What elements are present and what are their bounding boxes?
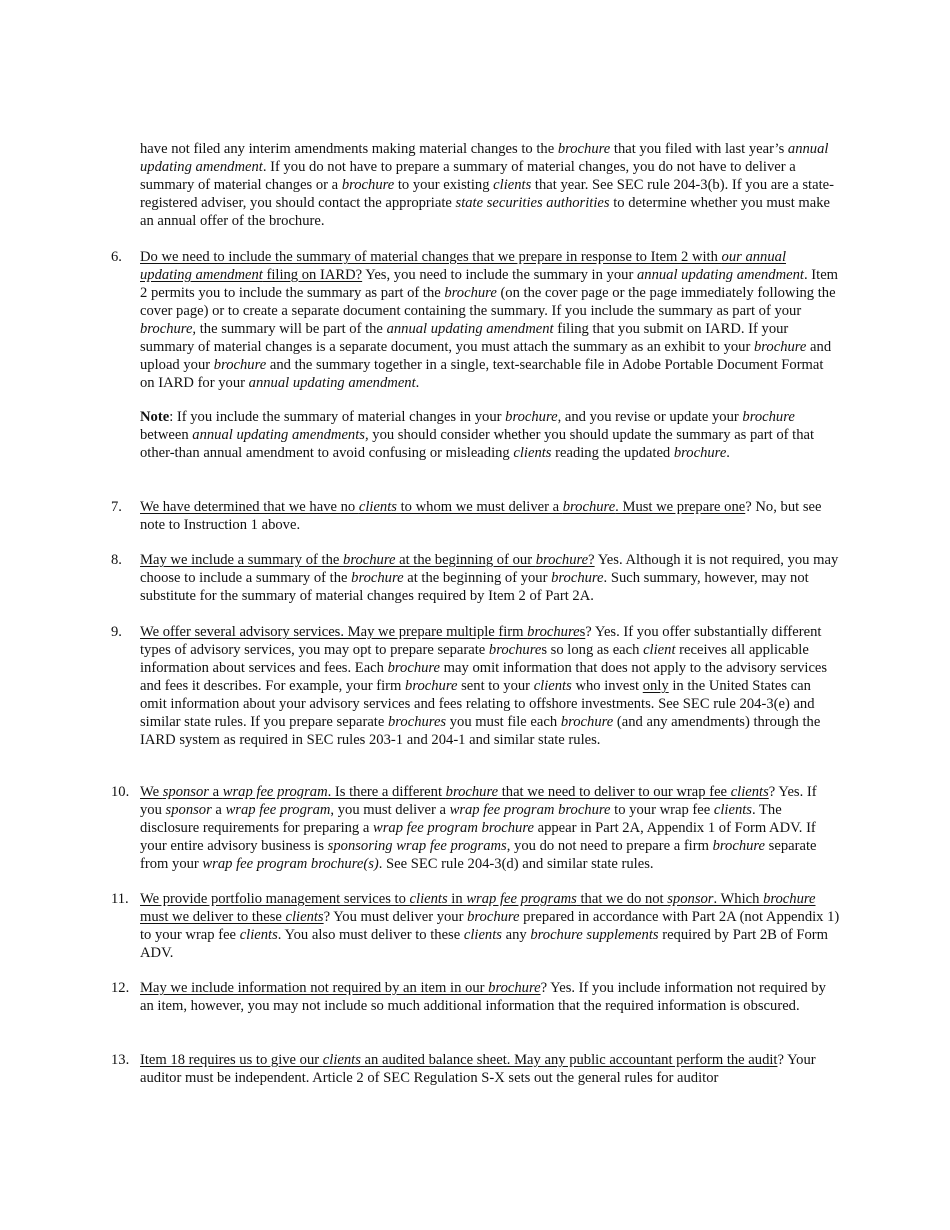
item-text (140, 979, 840, 1015)
item-text (140, 890, 840, 962)
item-text (140, 783, 840, 873)
text-run: ? Your auditor must be independent. Article 2 of SEC Regulation S-X sets out the general rules for auditor (140, 1052, 816, 1086)
italic-term: clients (493, 177, 532, 193)
text-run: to your existing (394, 177, 494, 193)
text-run: in (447, 891, 467, 907)
italic-term: clients (409, 891, 448, 907)
text-run: any (501, 927, 531, 943)
text-run: an audited balance sheet. May any public accountant perform the audit (360, 1052, 778, 1068)
intro-paragraph (140, 140, 840, 230)
question-text (140, 552, 595, 568)
italic-term: annual updating amendments (192, 427, 365, 443)
italic-term: brochures (388, 714, 447, 730)
text-run: . (726, 445, 730, 461)
item-number: 12. (111, 980, 130, 996)
italic-term: brochure (753, 339, 807, 355)
question-text (140, 499, 745, 515)
item-text (140, 551, 840, 605)
faq-item-13 (111, 1051, 840, 1087)
item-number: 6. (111, 249, 122, 265)
text-run: , and you revise or update your (557, 409, 743, 425)
text-run: at the beginning of your (403, 570, 552, 586)
italic-term: our annual updating amendment (140, 249, 787, 283)
text-run: and the summary together in a single, text-searchable file in Adobe Portable Document Format on IARD for your (140, 357, 824, 391)
item-text (140, 623, 840, 749)
italic-term: brochure supplements (530, 927, 659, 943)
italic-term: brochure, (140, 321, 197, 337)
item-text (140, 498, 840, 534)
italic-term: brochure (763, 891, 816, 907)
item-number: 13. (111, 1052, 130, 1068)
text-run: to whom we must deliver a (396, 499, 563, 515)
italic-term: wrap fee program (222, 784, 328, 800)
text-run: We (140, 784, 163, 800)
italic-term: client (643, 642, 676, 658)
italic-term: clients (713, 802, 752, 818)
text-run: ? Yes. If you include information not required by an item, however, you may not include so much additional information that the required information is obscured. (140, 980, 826, 1014)
text-run: and upload your (140, 339, 832, 373)
italic-term: brochure (527, 624, 580, 640)
note-paragraph (140, 408, 840, 462)
italic-term: clients (730, 784, 769, 800)
italic-term: brochure (405, 678, 458, 694)
italic-term: brochure (445, 784, 499, 800)
italic-term: clients (513, 445, 552, 461)
text-run: ? You must deliver your (323, 909, 468, 925)
text-run: . Such summary, however, may not substitute for the summary of material changes required by Item 2 of Part 2A. (140, 570, 809, 604)
italic-term: wrap fee program (225, 802, 331, 818)
question-text (140, 624, 585, 640)
italic-term: sponsor (165, 802, 212, 818)
item-number: 11. (111, 891, 129, 907)
text-run: . Must we prepare one (615, 499, 746, 515)
faq-item-11 (111, 890, 840, 962)
text-run: filing on IARD? (262, 267, 363, 283)
text-run: ? Yes. If you (140, 784, 817, 818)
italic-term: clients (463, 927, 502, 943)
italic-term: wrap fee programs (466, 891, 577, 907)
italic-term: wrap fee program brochure (373, 820, 534, 836)
text-run: the summary will be part of the (196, 321, 387, 337)
text-run: between (140, 427, 193, 443)
italic-term: brochure (535, 552, 589, 568)
faq-item-6 (111, 248, 840, 392)
text-run: to determine whether you must make an annual offer of the brochure. (140, 195, 831, 229)
text-run: only (642, 678, 669, 694)
italic-term: brochure (444, 285, 497, 301)
text-run: s (579, 624, 586, 640)
text-run: in the United States can omit information about your advisory services and fees relating to offshore investments. See SEC rule 204-3(e) and similar state rules. If you prepare separate (140, 678, 815, 730)
italic-term: brochure (562, 499, 616, 515)
text-run: appear in Part 2A, Appendix 1 of Form ADV. If your entire advisory business is (140, 820, 816, 854)
italic-term: brochure (551, 570, 604, 586)
text-run: receives all applicable information about services and fees. Each (140, 642, 809, 676)
italic-term: annual updating amendment (140, 141, 829, 175)
text-run: filing that you submit on IARD. If your summary of material changes is a separate document, you must attach the summary as an exhibit to your (140, 321, 789, 355)
italic-term: brochure (341, 177, 395, 193)
text-run: , you do not need to prepare a firm (506, 838, 713, 854)
faq-item-7 (111, 498, 840, 534)
text-run: separate from your (140, 838, 817, 872)
item-number: 10. (111, 784, 130, 800)
text-run: that we need to deliver to our wrap fee (498, 784, 731, 800)
item-text (140, 248, 840, 392)
text-run: s so long as each (541, 642, 644, 658)
item-number: 8. (111, 552, 122, 568)
text-run: . If you do not have to prepare a summary of material changes, you do not have to deliver a summary of material changes or a (140, 159, 796, 193)
italic-term: state securities authorities (455, 195, 610, 211)
italic-term: brochure (673, 445, 727, 461)
text-run: Do we need to include the summary of material changes that we prepare in response to Item 2 with (140, 249, 722, 265)
text-run: who invest (571, 678, 643, 694)
item-text (140, 1051, 840, 1087)
text-run: . Which (713, 891, 764, 907)
text-run: a (208, 784, 223, 800)
text-run: Yes. Although it is not required, you may choose to include a summary of the (140, 552, 839, 586)
text-run: , you must deliver a (330, 802, 450, 818)
text-run: ? (588, 552, 595, 568)
question-text (140, 1052, 777, 1068)
italic-term: wrap fee program brochure(s) (202, 856, 379, 872)
text-run: must we deliver to these (140, 909, 286, 925)
text-run: a (211, 802, 226, 818)
italic-term: annual updating amendment (386, 321, 554, 337)
italic-term: sponsoring wrap fee programs (327, 838, 507, 854)
item-number: 7. (111, 499, 122, 515)
italic-term: brochure (387, 660, 441, 676)
text-run: . See SEC rule 204-3(d) and similar state rules. (378, 856, 654, 872)
text-run: : If you include the summary of material changes in your (169, 409, 506, 425)
italic-term: brochure (488, 642, 542, 658)
text-run: . Is there a different (327, 784, 446, 800)
italic-term: brochure (560, 714, 614, 730)
italic-term: brochure (505, 409, 558, 425)
text-run: We have determined that we have no (140, 499, 359, 515)
answer-text (140, 624, 827, 748)
text-run: required by Part 2B of Form ADV. (140, 927, 828, 961)
italic-term: brochure (488, 980, 541, 996)
answer-text (140, 267, 838, 391)
bold-label: Note (140, 409, 170, 425)
italic-term: annual updating amendment (248, 375, 416, 391)
text-run: . (415, 375, 420, 391)
italic-term: brochure (343, 552, 396, 568)
text-run: ? Yes. If you offer substantially different types of advisory services, you may opt to prepare separate (140, 624, 822, 658)
italic-term: clients (239, 927, 278, 943)
italic-term: clients (533, 678, 572, 694)
text-run: . The disclosure requirements for preparing a (140, 802, 782, 836)
italic-term: annual updating amendment (636, 267, 804, 283)
text-run: sent to your (457, 678, 534, 694)
faq-item-9 (111, 623, 840, 749)
italic-term: brochure (712, 838, 766, 854)
faq-item-12 (111, 979, 840, 1015)
italic-term: brochure (467, 909, 520, 925)
text-run: reading the updated (551, 445, 674, 461)
text-run: to your wrap fee (610, 802, 714, 818)
text-run: that we do not (576, 891, 668, 907)
item-number: 9. (111, 624, 122, 640)
text-run: We provide portfolio management services to (140, 891, 410, 907)
faq-item-8 (111, 551, 840, 605)
italic-term: brochure (351, 570, 404, 586)
text-run: have not filed any interim amendments making material changes to the (140, 141, 558, 157)
text-run: . Item 2 permits you to include the summary as part of the (140, 267, 839, 301)
text-run: Yes, you need to include the summary in your (362, 267, 637, 283)
italic-term: clients (285, 909, 324, 925)
text-run: . You also must deliver to these (277, 927, 464, 943)
text-run: prepared in accordance with Part 2A (not Appendix 1) to your wrap fee (140, 909, 840, 943)
italic-term: sponsor (667, 891, 714, 907)
text-run: May we include a summary of the (140, 552, 344, 568)
italic-term: brochure (557, 141, 611, 157)
italic-term: brochure (213, 357, 267, 373)
text-run: may omit information that does not apply to the advisory services and fees it describes. For example, your firm (140, 660, 828, 694)
text-run: you must file each (446, 714, 561, 730)
text-run: , you should consider whether you should update the summary as part of that other-than annual amendment to avoid confusing or misleading (140, 427, 815, 461)
faq-item-10 (111, 783, 840, 873)
text-run: that year. See SEC rule 204-3(b). If you are a state-registered adviser, you should contact the appropriate (140, 177, 834, 211)
text-run: ? No, but see note to Instruction 1 above. (140, 499, 822, 533)
italic-term: clients (322, 1052, 361, 1068)
italic-term: sponsor (162, 784, 209, 800)
question-text (140, 784, 769, 800)
italic-term: brochure (742, 409, 795, 425)
text-run: at the beginning of our (395, 552, 536, 568)
text-run: that you filed with last year’s (610, 141, 788, 157)
italic-term: clients (358, 499, 397, 515)
question-text (140, 980, 541, 996)
text-run: (on the cover page or the page immediately following the cover page) or to create a separate document containing the summary. If you include the summary as part of your (140, 285, 836, 319)
text-run: We offer several advisory services. May we prepare multiple firm (140, 624, 528, 640)
text-run: Item 18 requires us to give our (140, 1052, 323, 1068)
text-run: (and any amendments) through the IARD system as required in SEC rules 203-1 and 204-1 and similar state rules. (140, 714, 821, 748)
italic-term: wrap fee program brochure (449, 802, 611, 818)
text-run: May we include information not required by an item in our (140, 980, 489, 996)
